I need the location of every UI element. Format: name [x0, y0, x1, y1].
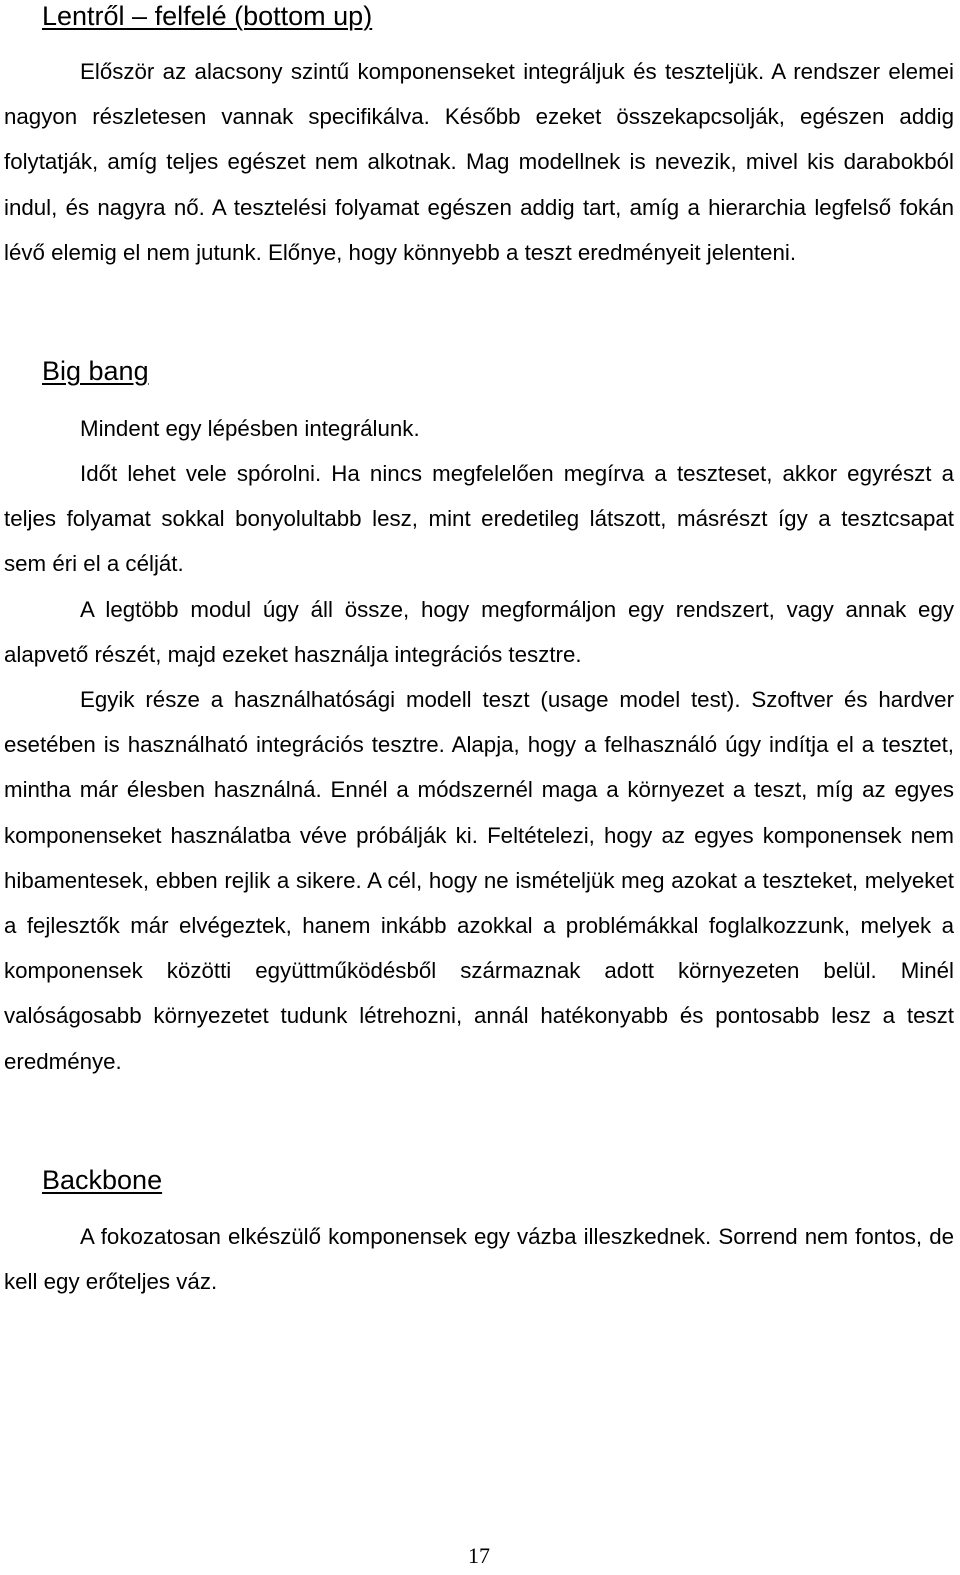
section-heading-bottom-up: Lentről – felfelé (bottom up) [42, 1, 373, 31]
paragraph-big-bang-intro: Mindent egy lépésben integrálunk. [80, 416, 420, 441]
paragraph-big-bang-modules: A legtöbb modul úgy áll össze, hogy megformáljon egy rendszert, vagy annak egy alapvető részét, majd ezeket használja integrációs tesztre. [4, 597, 954, 668]
paragraph-backbone: A fokozatosan elkészülő komponensek egy vázba illeszkednek. Sorrend nem fontos, de kell egy erőteljes váz. [4, 1224, 954, 1295]
document-page [4, 0, 954, 1575]
section-heading-backbone: Backbone [42, 1165, 163, 1195]
paragraph-bottom-up: Először az alacsony szintű komponenseket integráljuk és teszteljük. A rendszer elemei nagyon részletesen vannak specifikálva. Később ezeket összekapcsolják, egészen addig folytatják, amíg teljes egészet nem alkotnak. Mag modellnek is nevezik, mivel kis darabokból indul, és nagyra nő. A tesztelési folyamat egészen addig tart, amíg a hierarchia legfelső fokán lévő elemig el nem jutunk. Előnye, hogy könnyebb a teszt eredményeit jelenteni. [4, 59, 954, 265]
paragraph-big-bang-usage-model: Egyik része a használhatósági modell teszt (usage model test). Szoftver és hardver esetében is használható integrációs tesztre. Alapja, hogy a felhasználó úgy indítja el a tesztet, mintha már élesben használná. Ennél a módszernél maga a környezet a teszt, míg az egyes komponenseket használatba véve próbálják ki. Feltételezi, hogy az egyes komponensek nem hibamentesek, ebben rejlik a sikere. A cél, hogy ne ismételjük meg azokat a teszteket, melyeket a fejlesztők már elvégeztek, hanem inkább azokkal a problémákkal foglalkozzunk, melyek a komponensek közötti együttműködésből származnak adott környezeten belül. Minél valóságosabb környezetet tudunk létrehozni, annál hatékonyabb és pontosabb lesz a teszt eredménye. [4, 687, 954, 1074]
page-number: 17 [468, 1543, 490, 1568]
paragraph-big-bang-time: Időt lehet vele spórolni. Ha nincs megfelelően megírva a teszteset, akkor egyrészt a teljes folyamat sokkal bonyolultabb lesz, mint eredetileg látszott, másrészt így a tesztcsapat sem éri el a célját. [4, 461, 954, 577]
section-heading-big-bang: Big bang [42, 356, 149, 386]
